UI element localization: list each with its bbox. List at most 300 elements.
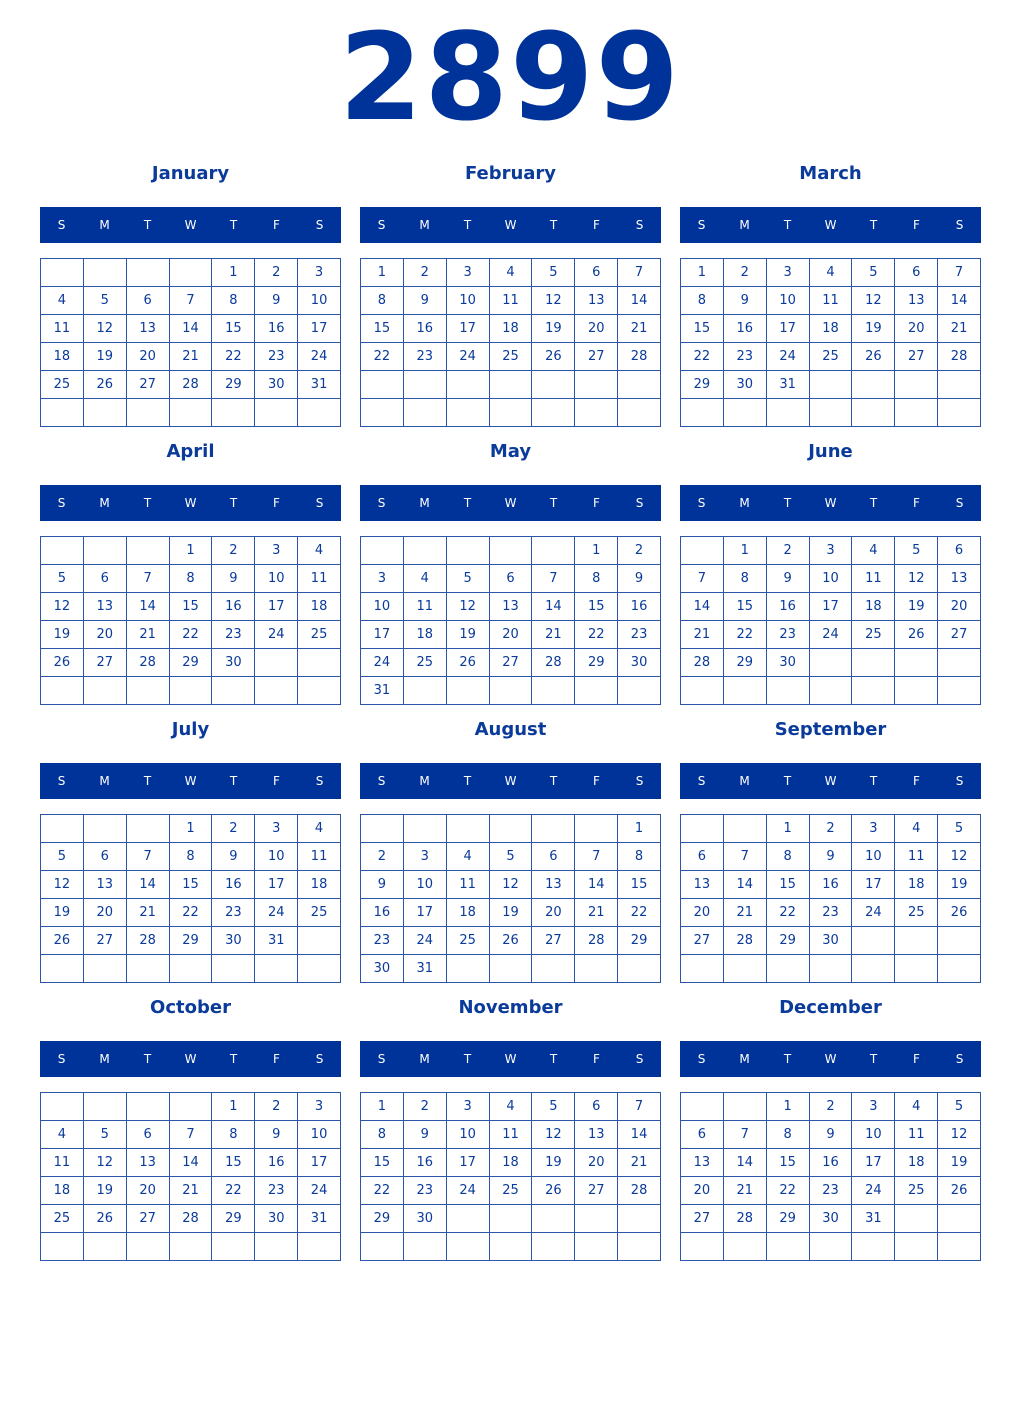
day-cell[interactable]: 30	[767, 649, 810, 677]
day-cell[interactable]: 6	[127, 1121, 170, 1149]
day-cell[interactable]: 12	[41, 871, 84, 899]
day-cell[interactable]: 11	[895, 843, 938, 871]
day-cell[interactable]: 18	[41, 1177, 84, 1205]
day-cell[interactable]: 21	[681, 621, 724, 649]
day-cell[interactable]: 17	[852, 1149, 895, 1177]
day-cell[interactable]: 27	[84, 649, 127, 677]
day-cell[interactable]: 13	[938, 565, 981, 593]
day-cell[interactable]: 15	[681, 315, 724, 343]
day-cell[interactable]: 14	[170, 1149, 213, 1177]
day-cell[interactable]: 11	[41, 1149, 84, 1177]
day-cell[interactable]: 9	[212, 565, 255, 593]
day-cell[interactable]: 27	[532, 927, 575, 955]
day-cell[interactable]: 2	[404, 259, 447, 287]
day-cell[interactable]: 29	[170, 649, 213, 677]
day-cell[interactable]: 31	[361, 677, 404, 705]
day-cell[interactable]: 1	[361, 259, 404, 287]
day-cell[interactable]: 26	[447, 649, 490, 677]
day-cell[interactable]: 6	[575, 1093, 618, 1121]
day-cell[interactable]: 28	[127, 927, 170, 955]
day-cell[interactable]: 30	[618, 649, 661, 677]
day-cell[interactable]: 30	[810, 927, 853, 955]
day-cell[interactable]: 5	[938, 815, 981, 843]
day-cell[interactable]: 22	[618, 899, 661, 927]
day-cell[interactable]: 10	[447, 1121, 490, 1149]
day-cell[interactable]: 19	[447, 621, 490, 649]
day-cell[interactable]: 22	[212, 1177, 255, 1205]
day-cell[interactable]: 6	[490, 565, 533, 593]
day-cell[interactable]: 2	[404, 1093, 447, 1121]
day-cell[interactable]: 14	[127, 593, 170, 621]
day-cell[interactable]: 15	[767, 871, 810, 899]
day-cell[interactable]: 2	[212, 537, 255, 565]
day-cell[interactable]: 22	[361, 1177, 404, 1205]
day-cell[interactable]: 9	[767, 565, 810, 593]
day-cell[interactable]: 4	[41, 287, 84, 315]
day-cell[interactable]: 23	[810, 1177, 853, 1205]
day-cell[interactable]: 27	[84, 927, 127, 955]
day-cell[interactable]: 5	[41, 843, 84, 871]
day-cell[interactable]: 21	[724, 899, 767, 927]
day-cell[interactable]: 25	[404, 649, 447, 677]
day-cell[interactable]: 19	[532, 1149, 575, 1177]
day-cell[interactable]: 16	[212, 593, 255, 621]
day-cell[interactable]: 7	[170, 1121, 213, 1149]
day-cell[interactable]: 28	[575, 927, 618, 955]
day-cell[interactable]: 19	[84, 343, 127, 371]
day-cell[interactable]: 1	[767, 815, 810, 843]
day-cell[interactable]: 17	[447, 315, 490, 343]
day-cell[interactable]: 24	[447, 1177, 490, 1205]
day-cell[interactable]: 25	[298, 621, 341, 649]
day-cell[interactable]: 14	[618, 287, 661, 315]
day-cell[interactable]: 29	[767, 1205, 810, 1233]
day-cell[interactable]: 9	[404, 287, 447, 315]
day-cell[interactable]: 6	[938, 537, 981, 565]
day-cell[interactable]: 14	[575, 871, 618, 899]
day-cell[interactable]: 18	[490, 1149, 533, 1177]
day-cell[interactable]: 31	[255, 927, 298, 955]
day-cell[interactable]: 28	[618, 1177, 661, 1205]
day-cell[interactable]: 15	[212, 1149, 255, 1177]
day-cell[interactable]: 1	[212, 1093, 255, 1121]
day-cell[interactable]: 7	[618, 259, 661, 287]
day-cell[interactable]: 24	[361, 649, 404, 677]
day-cell[interactable]: 11	[298, 565, 341, 593]
day-cell[interactable]: 27	[575, 1177, 618, 1205]
day-cell[interactable]: 24	[298, 343, 341, 371]
day-cell[interactable]: 25	[895, 899, 938, 927]
day-cell[interactable]: 16	[404, 1149, 447, 1177]
day-cell[interactable]: 6	[532, 843, 575, 871]
day-cell[interactable]: 17	[852, 871, 895, 899]
day-cell[interactable]: 22	[361, 343, 404, 371]
day-cell[interactable]: 24	[767, 343, 810, 371]
day-cell[interactable]: 7	[618, 1093, 661, 1121]
day-cell[interactable]: 6	[681, 843, 724, 871]
day-cell[interactable]: 9	[255, 287, 298, 315]
day-cell[interactable]: 4	[41, 1121, 84, 1149]
day-cell[interactable]: 25	[298, 899, 341, 927]
day-cell[interactable]: 20	[681, 899, 724, 927]
day-cell[interactable]: 1	[170, 815, 213, 843]
day-cell[interactable]: 12	[532, 1121, 575, 1149]
day-cell[interactable]: 30	[810, 1205, 853, 1233]
day-cell[interactable]: 16	[810, 1149, 853, 1177]
day-cell[interactable]: 1	[361, 1093, 404, 1121]
day-cell[interactable]: 25	[852, 621, 895, 649]
day-cell[interactable]: 9	[618, 565, 661, 593]
day-cell[interactable]: 2	[212, 815, 255, 843]
day-cell[interactable]: 1	[681, 259, 724, 287]
day-cell[interactable]: 3	[255, 815, 298, 843]
day-cell[interactable]: 29	[618, 927, 661, 955]
day-cell[interactable]: 17	[404, 899, 447, 927]
day-cell[interactable]: 4	[298, 537, 341, 565]
day-cell[interactable]: 5	[532, 1093, 575, 1121]
day-cell[interactable]: 29	[767, 927, 810, 955]
day-cell[interactable]: 31	[767, 371, 810, 399]
day-cell[interactable]: 18	[490, 315, 533, 343]
day-cell[interactable]: 3	[298, 259, 341, 287]
day-cell[interactable]: 10	[852, 843, 895, 871]
day-cell[interactable]: 8	[767, 843, 810, 871]
day-cell[interactable]: 7	[575, 843, 618, 871]
day-cell[interactable]: 5	[532, 259, 575, 287]
day-cell[interactable]: 13	[575, 287, 618, 315]
day-cell[interactable]: 24	[852, 1177, 895, 1205]
day-cell[interactable]: 2	[361, 843, 404, 871]
day-cell[interactable]: 24	[404, 927, 447, 955]
day-cell[interactable]: 6	[681, 1121, 724, 1149]
day-cell[interactable]: 10	[361, 593, 404, 621]
day-cell[interactable]: 13	[127, 315, 170, 343]
day-cell[interactable]: 19	[41, 899, 84, 927]
day-cell[interactable]: 15	[575, 593, 618, 621]
day-cell[interactable]: 3	[810, 537, 853, 565]
day-cell[interactable]: 11	[298, 843, 341, 871]
day-cell[interactable]: 25	[41, 371, 84, 399]
day-cell[interactable]: 28	[170, 371, 213, 399]
day-cell[interactable]: 15	[361, 315, 404, 343]
day-cell[interactable]: 4	[895, 815, 938, 843]
day-cell[interactable]: 22	[724, 621, 767, 649]
day-cell[interactable]: 18	[298, 871, 341, 899]
day-cell[interactable]: 14	[681, 593, 724, 621]
day-cell[interactable]: 12	[84, 1149, 127, 1177]
day-cell[interactable]: 1	[575, 537, 618, 565]
day-cell[interactable]: 31	[298, 1205, 341, 1233]
day-cell[interactable]: 19	[490, 899, 533, 927]
day-cell[interactable]: 17	[810, 593, 853, 621]
day-cell[interactable]: 24	[298, 1177, 341, 1205]
day-cell[interactable]: 16	[212, 871, 255, 899]
day-cell[interactable]: 26	[852, 343, 895, 371]
day-cell[interactable]: 30	[212, 649, 255, 677]
day-cell[interactable]: 18	[298, 593, 341, 621]
day-cell[interactable]: 14	[618, 1121, 661, 1149]
day-cell[interactable]: 25	[895, 1177, 938, 1205]
day-cell[interactable]: 10	[447, 287, 490, 315]
day-cell[interactable]: 3	[361, 565, 404, 593]
day-cell[interactable]: 20	[532, 899, 575, 927]
day-cell[interactable]: 23	[212, 621, 255, 649]
day-cell[interactable]: 3	[298, 1093, 341, 1121]
day-cell[interactable]: 22	[170, 899, 213, 927]
day-cell[interactable]: 30	[404, 1205, 447, 1233]
day-cell[interactable]: 20	[575, 315, 618, 343]
day-cell[interactable]: 4	[895, 1093, 938, 1121]
day-cell[interactable]: 26	[532, 1177, 575, 1205]
day-cell[interactable]: 29	[361, 1205, 404, 1233]
day-cell[interactable]: 8	[361, 287, 404, 315]
day-cell[interactable]: 26	[84, 371, 127, 399]
day-cell[interactable]: 23	[361, 927, 404, 955]
day-cell[interactable]: 18	[852, 593, 895, 621]
day-cell[interactable]: 6	[575, 259, 618, 287]
day-cell[interactable]: 16	[724, 315, 767, 343]
day-cell[interactable]: 18	[895, 871, 938, 899]
day-cell[interactable]: 13	[681, 1149, 724, 1177]
day-cell[interactable]: 3	[767, 259, 810, 287]
day-cell[interactable]: 16	[255, 1149, 298, 1177]
day-cell[interactable]: 27	[938, 621, 981, 649]
day-cell[interactable]: 22	[681, 343, 724, 371]
day-cell[interactable]: 23	[212, 899, 255, 927]
day-cell[interactable]: 7	[170, 287, 213, 315]
day-cell[interactable]: 13	[681, 871, 724, 899]
day-cell[interactable]: 1	[170, 537, 213, 565]
day-cell[interactable]: 14	[724, 1149, 767, 1177]
day-cell[interactable]: 14	[532, 593, 575, 621]
day-cell[interactable]: 13	[575, 1121, 618, 1149]
day-cell[interactable]: 20	[127, 1177, 170, 1205]
day-cell[interactable]: 30	[361, 955, 404, 983]
day-cell[interactable]: 3	[447, 1093, 490, 1121]
day-cell[interactable]: 10	[298, 287, 341, 315]
day-cell[interactable]: 28	[938, 343, 981, 371]
day-cell[interactable]: 10	[852, 1121, 895, 1149]
day-cell[interactable]: 28	[724, 927, 767, 955]
day-cell[interactable]: 11	[810, 287, 853, 315]
day-cell[interactable]: 9	[810, 1121, 853, 1149]
day-cell[interactable]: 21	[618, 315, 661, 343]
day-cell[interactable]: 7	[724, 843, 767, 871]
day-cell[interactable]: 7	[127, 843, 170, 871]
day-cell[interactable]: 9	[212, 843, 255, 871]
day-cell[interactable]: 5	[84, 287, 127, 315]
day-cell[interactable]: 8	[361, 1121, 404, 1149]
day-cell[interactable]: 2	[767, 537, 810, 565]
day-cell[interactable]: 8	[724, 565, 767, 593]
day-cell[interactable]: 26	[490, 927, 533, 955]
day-cell[interactable]: 11	[490, 287, 533, 315]
day-cell[interactable]: 20	[84, 621, 127, 649]
day-cell[interactable]: 11	[490, 1121, 533, 1149]
day-cell[interactable]: 19	[938, 1149, 981, 1177]
day-cell[interactable]: 9	[724, 287, 767, 315]
day-cell[interactable]: 27	[681, 927, 724, 955]
day-cell[interactable]: 23	[618, 621, 661, 649]
day-cell[interactable]: 10	[810, 565, 853, 593]
day-cell[interactable]: 13	[895, 287, 938, 315]
day-cell[interactable]: 20	[575, 1149, 618, 1177]
day-cell[interactable]: 14	[170, 315, 213, 343]
day-cell[interactable]: 14	[724, 871, 767, 899]
day-cell[interactable]: 12	[938, 843, 981, 871]
day-cell[interactable]: 5	[490, 843, 533, 871]
day-cell[interactable]: 15	[170, 593, 213, 621]
day-cell[interactable]: 19	[532, 315, 575, 343]
day-cell[interactable]: 2	[724, 259, 767, 287]
day-cell[interactable]: 10	[255, 565, 298, 593]
day-cell[interactable]: 29	[212, 371, 255, 399]
day-cell[interactable]: 12	[852, 287, 895, 315]
day-cell[interactable]: 6	[895, 259, 938, 287]
day-cell[interactable]: 24	[852, 899, 895, 927]
day-cell[interactable]: 29	[724, 649, 767, 677]
day-cell[interactable]: 17	[298, 1149, 341, 1177]
day-cell[interactable]: 27	[127, 371, 170, 399]
day-cell[interactable]: 29	[575, 649, 618, 677]
day-cell[interactable]: 5	[84, 1121, 127, 1149]
day-cell[interactable]: 24	[810, 621, 853, 649]
day-cell[interactable]: 20	[84, 899, 127, 927]
day-cell[interactable]: 21	[724, 1177, 767, 1205]
day-cell[interactable]: 18	[404, 621, 447, 649]
day-cell[interactable]: 25	[41, 1205, 84, 1233]
day-cell[interactable]: 28	[170, 1205, 213, 1233]
day-cell[interactable]: 26	[84, 1205, 127, 1233]
day-cell[interactable]: 20	[490, 621, 533, 649]
day-cell[interactable]: 19	[938, 871, 981, 899]
day-cell[interactable]: 6	[84, 843, 127, 871]
day-cell[interactable]: 21	[575, 899, 618, 927]
day-cell[interactable]: 10	[404, 871, 447, 899]
day-cell[interactable]: 23	[767, 621, 810, 649]
day-cell[interactable]: 18	[41, 343, 84, 371]
day-cell[interactable]: 12	[895, 565, 938, 593]
day-cell[interactable]: 20	[681, 1177, 724, 1205]
day-cell[interactable]: 15	[361, 1149, 404, 1177]
day-cell[interactable]: 14	[938, 287, 981, 315]
day-cell[interactable]: 17	[447, 1149, 490, 1177]
day-cell[interactable]: 4	[404, 565, 447, 593]
day-cell[interactable]: 26	[532, 343, 575, 371]
day-cell[interactable]: 8	[575, 565, 618, 593]
day-cell[interactable]: 25	[447, 927, 490, 955]
day-cell[interactable]: 30	[212, 927, 255, 955]
day-cell[interactable]: 12	[41, 593, 84, 621]
day-cell[interactable]: 9	[810, 843, 853, 871]
day-cell[interactable]: 19	[41, 621, 84, 649]
day-cell[interactable]: 20	[938, 593, 981, 621]
day-cell[interactable]: 12	[447, 593, 490, 621]
day-cell[interactable]: 18	[447, 899, 490, 927]
day-cell[interactable]: 21	[618, 1149, 661, 1177]
day-cell[interactable]: 8	[170, 843, 213, 871]
day-cell[interactable]: 4	[852, 537, 895, 565]
day-cell[interactable]: 28	[127, 649, 170, 677]
day-cell[interactable]: 2	[255, 259, 298, 287]
day-cell[interactable]: 4	[298, 815, 341, 843]
day-cell[interactable]: 21	[127, 899, 170, 927]
day-cell[interactable]: 24	[447, 343, 490, 371]
day-cell[interactable]: 10	[767, 287, 810, 315]
day-cell[interactable]: 4	[490, 1093, 533, 1121]
day-cell[interactable]: 30	[724, 371, 767, 399]
day-cell[interactable]: 3	[255, 537, 298, 565]
day-cell[interactable]: 25	[490, 1177, 533, 1205]
day-cell[interactable]: 10	[255, 843, 298, 871]
day-cell[interactable]: 7	[724, 1121, 767, 1149]
day-cell[interactable]: 28	[681, 649, 724, 677]
day-cell[interactable]: 1	[724, 537, 767, 565]
day-cell[interactable]: 29	[212, 1205, 255, 1233]
day-cell[interactable]: 1	[212, 259, 255, 287]
day-cell[interactable]: 27	[490, 649, 533, 677]
day-cell[interactable]: 17	[298, 315, 341, 343]
day-cell[interactable]: 17	[255, 871, 298, 899]
day-cell[interactable]: 12	[532, 287, 575, 315]
day-cell[interactable]: 29	[681, 371, 724, 399]
day-cell[interactable]: 15	[724, 593, 767, 621]
day-cell[interactable]: 8	[212, 1121, 255, 1149]
day-cell[interactable]: 4	[490, 259, 533, 287]
day-cell[interactable]: 9	[361, 871, 404, 899]
day-cell[interactable]: 27	[895, 343, 938, 371]
day-cell[interactable]: 2	[810, 1093, 853, 1121]
day-cell[interactable]: 17	[361, 621, 404, 649]
day-cell[interactable]: 5	[895, 537, 938, 565]
day-cell[interactable]: 3	[852, 1093, 895, 1121]
day-cell[interactable]: 19	[84, 1177, 127, 1205]
day-cell[interactable]: 6	[127, 287, 170, 315]
day-cell[interactable]: 16	[404, 315, 447, 343]
day-cell[interactable]: 7	[938, 259, 981, 287]
day-cell[interactable]: 22	[212, 343, 255, 371]
day-cell[interactable]: 15	[618, 871, 661, 899]
day-cell[interactable]: 11	[41, 315, 84, 343]
day-cell[interactable]: 16	[618, 593, 661, 621]
day-cell[interactable]: 27	[575, 343, 618, 371]
day-cell[interactable]: 11	[852, 565, 895, 593]
day-cell[interactable]: 23	[724, 343, 767, 371]
day-cell[interactable]: 3	[852, 815, 895, 843]
day-cell[interactable]: 25	[810, 343, 853, 371]
day-cell[interactable]: 15	[212, 315, 255, 343]
day-cell[interactable]: 31	[298, 371, 341, 399]
day-cell[interactable]: 21	[170, 343, 213, 371]
day-cell[interactable]: 3	[447, 259, 490, 287]
day-cell[interactable]: 3	[404, 843, 447, 871]
day-cell[interactable]: 19	[895, 593, 938, 621]
day-cell[interactable]: 23	[255, 343, 298, 371]
day-cell[interactable]: 28	[724, 1205, 767, 1233]
day-cell[interactable]: 1	[767, 1093, 810, 1121]
day-cell[interactable]: 5	[852, 259, 895, 287]
day-cell[interactable]: 7	[127, 565, 170, 593]
day-cell[interactable]: 13	[532, 871, 575, 899]
day-cell[interactable]: 16	[810, 871, 853, 899]
day-cell[interactable]: 23	[810, 899, 853, 927]
day-cell[interactable]: 12	[938, 1121, 981, 1149]
day-cell[interactable]: 24	[255, 621, 298, 649]
day-cell[interactable]: 22	[767, 1177, 810, 1205]
day-cell[interactable]: 13	[127, 1149, 170, 1177]
day-cell[interactable]: 6	[84, 565, 127, 593]
day-cell[interactable]: 26	[41, 649, 84, 677]
